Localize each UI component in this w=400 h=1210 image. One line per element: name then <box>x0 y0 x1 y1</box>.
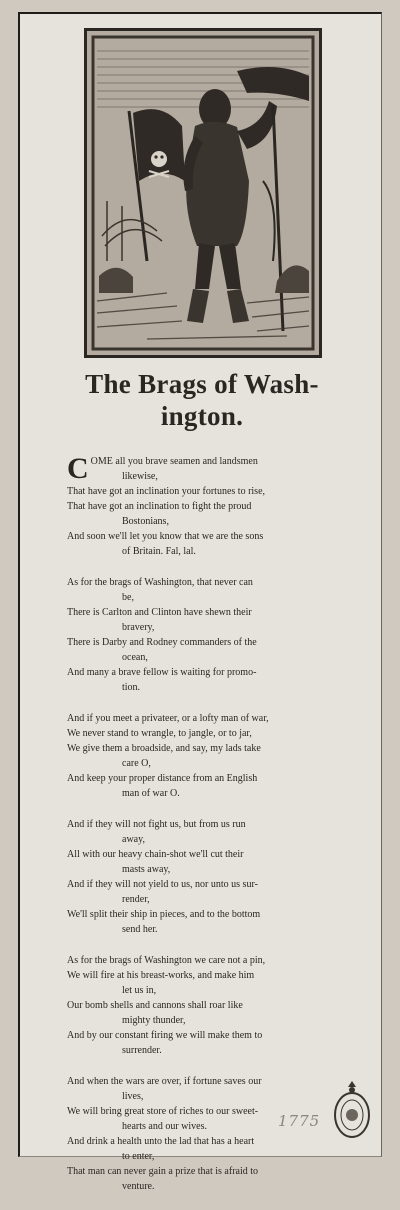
verse-line: There is Darby and Rodney commanders of the <box>67 637 257 648</box>
verse-line: That man can never gain a prize that is afraid to <box>67 1166 259 1177</box>
verse-line: away, <box>122 834 145 845</box>
verse-line: And keep your proper distance from an English <box>67 773 258 784</box>
verse-line: mighty thunder, <box>122 1015 186 1026</box>
broadside-sheet <box>18 12 382 1192</box>
verse-line: All with our heavy chain-shot we'll cut their <box>67 849 244 860</box>
verse-line: And if you meet a privateer, or a lofty man of war, <box>67 713 269 724</box>
title-line-1: The Brags of Wash- <box>85 369 319 399</box>
handwritten-date: 1775 <box>278 1112 321 1130</box>
stanza-6 <box>67 1074 352 1194</box>
verse-line: And if they will not yield to us, nor unto us sur- <box>67 879 258 890</box>
verse-line: venture. <box>122 1181 155 1192</box>
stanza-5 <box>67 953 352 1058</box>
verse-line: lives, <box>122 1091 144 1102</box>
verse-line: surrender. <box>122 1045 162 1056</box>
verse-line: And drink a health unto the lad that has a heart <box>67 1136 255 1147</box>
verse-line: We'll split their ship in pieces, and to the bottom <box>67 909 261 920</box>
verse-line: hearts and our wives. <box>122 1121 207 1132</box>
broadside-title <box>20 368 384 432</box>
verse-line: bravery, <box>122 622 155 633</box>
verse-line: ocean, <box>122 652 148 663</box>
verse-line: As for the brags of Washington, that never can <box>67 577 253 588</box>
verse-line: And if they will not fight us, but from us run <box>67 819 246 830</box>
verse-line: let us in, <box>122 985 157 996</box>
stanza-4 <box>67 817 352 937</box>
verse-line: We will bring great store of riches to our sweet- <box>67 1106 259 1117</box>
verse-line: And soon we'll let you know that we are the sons <box>67 531 264 542</box>
verse-line: masts away, <box>122 864 171 875</box>
verse-line: render, <box>122 894 150 905</box>
verse-line: OME all you brave seamen and landsmen <box>90 456 258 467</box>
verse-line: of Britain. Fal, lal. <box>122 546 196 557</box>
verse-line: And when the wars are over, if fortune saves our <box>67 1076 262 1087</box>
verse-line: And many a brave fellow is waiting for promo- <box>67 667 257 678</box>
verse-line: We will fire at his breast-works, and make him <box>67 970 255 981</box>
verse-line: care O, <box>122 758 151 769</box>
verse-line: And by our constant firing we will make them to <box>67 1030 263 1041</box>
verse-line: There is Carlton and Clinton have shewn their <box>67 607 252 618</box>
woodcut-illustration <box>84 28 322 358</box>
verse-line: That have got an inclination your fortunes to rise, <box>67 486 266 497</box>
verse-line: As for the brags of Washington we care not a pin, <box>67 955 266 966</box>
library-stamp-icon <box>332 1079 372 1139</box>
woodcut-sailor-with-flag-icon <box>87 31 319 355</box>
drop-cap: C <box>67 452 89 485</box>
verse-line: tion. <box>122 682 141 693</box>
verse-line: send her. <box>122 924 158 935</box>
stanza-3 <box>67 711 352 801</box>
verse-line: We never stand to wrangle, to jangle, or to jar, <box>67 728 252 739</box>
poem-body <box>67 454 352 1210</box>
verse-line: That have got an inclination to fight the proud <box>67 501 252 512</box>
verse-line: to enter, <box>122 1151 155 1162</box>
verse-line: man of war O. <box>122 788 180 799</box>
verse-line: Bostonians, <box>122 516 169 527</box>
verse-line: likewise, <box>122 471 158 482</box>
title-line-2: ington. <box>160 401 244 431</box>
stanza-2 <box>67 575 352 695</box>
stanza-1 <box>67 454 352 559</box>
verse-line: Our bomb shells and cannons shall roar like <box>67 1000 243 1011</box>
verse-line: be, <box>122 592 134 603</box>
verse-line: We give them a broadside, and say, my lads take <box>67 743 261 754</box>
